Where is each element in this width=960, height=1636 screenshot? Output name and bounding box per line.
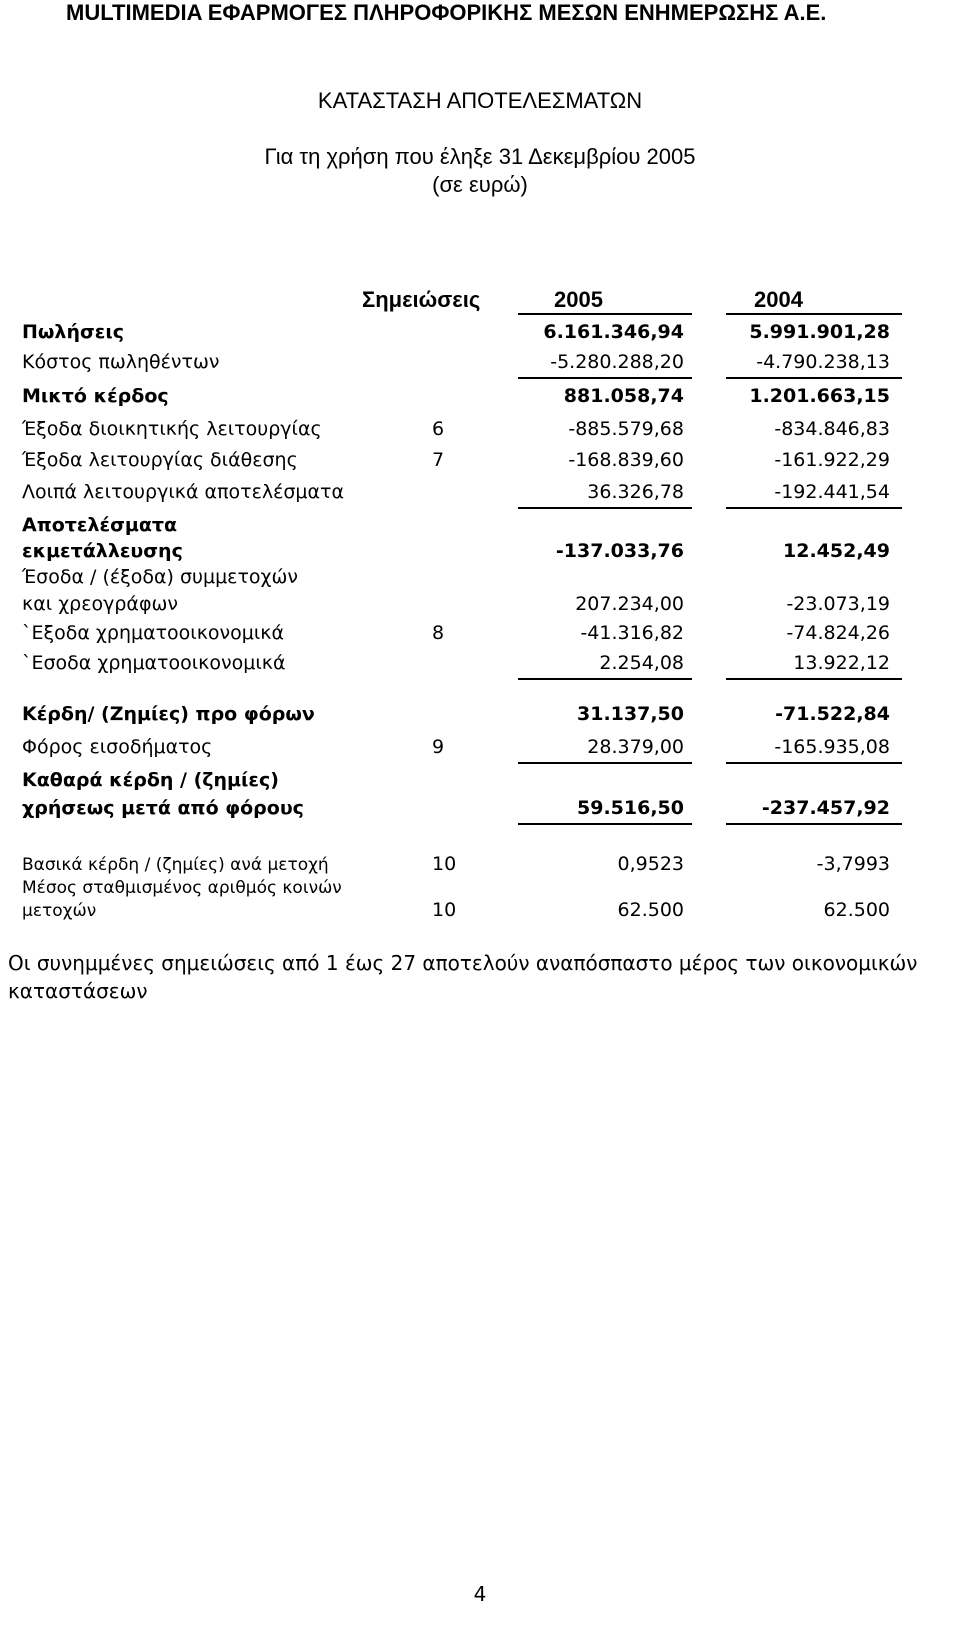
header-underline-2005: [518, 313, 692, 315]
profit-before-tax-2005: 31.137,50: [577, 703, 684, 725]
underline-cost-2004: [726, 377, 902, 379]
investment-income-2004: -23.073,19: [786, 593, 890, 615]
row-label-weighted-shares-2: μετοχών: [22, 901, 97, 921]
weighted-shares-2005: 62.500: [617, 899, 684, 921]
gross-profit-2004: 1.201.663,15: [749, 385, 890, 407]
other-operating-2004: -192.441,54: [774, 481, 890, 503]
income-tax-2005: 28.379,00: [587, 736, 684, 758]
row-label-profit-before-tax: Κέρδη/ (Ζημίες) προ φόρων: [22, 703, 315, 725]
other-operating-2005: 36.326,78: [587, 481, 684, 503]
row-label-operating-results-1: Αποτελέσματα: [22, 514, 178, 536]
operating-results-2004: 12.452,49: [783, 540, 890, 562]
row-label-cost-of-sales: Κόστος πωληθέντων: [22, 351, 220, 373]
row-label-sales: Πωλήσεις: [22, 321, 125, 343]
year-2004-column-header: 2004: [754, 287, 803, 312]
row-label-weighted-shares-1: Μέσος σταθμισμένος αριθμός κοινών: [22, 878, 342, 898]
underline-tax-2004: [726, 762, 902, 764]
profit-before-tax-2004: -71.522,84: [775, 703, 890, 725]
row-label-investment-income-2: και χρεογράφων: [22, 593, 179, 615]
underline-other-2005: [518, 507, 692, 509]
footer-note-line-1: Οι συνημμένες σημειώσεις από 1 έως 27 αποτελούν αναπόσπαστο μέρος των οικονομικών: [8, 951, 918, 975]
row-label-eps: Βασικά κέρδη / (ζημίες) ανά μετοχή: [22, 855, 329, 875]
row-label-operating-results-2: εκμετάλλευσης: [22, 540, 183, 562]
finance-costs-note: 8: [432, 622, 445, 644]
row-label-finance-costs: `Εξοδα χρηματοοικονομικά: [22, 622, 285, 644]
row-label-admin-expenses: Έξοδα διοικητικής λειτουργίας: [22, 418, 322, 440]
admin-expenses-2004: -834.846,83: [774, 418, 890, 440]
weighted-shares-note: 10: [432, 899, 457, 921]
underline-fin-income-2004: [726, 678, 902, 680]
finance-income-2004: 13.922,12: [793, 652, 890, 674]
company-name: MULTIMEDIA ΕΦΑΡΜΟΓΕΣ ΠΛΗΡΟΦΟΡΙΚΗΣ ΜΕΣΩΝ ΕΝΗΜΕΡΩΣΗΣ Α.Ε.: [66, 0, 827, 25]
finance-costs-2005: -41.316,82: [580, 622, 684, 644]
admin-expenses-note: 6: [432, 418, 445, 440]
cost-of-sales-2005: -5.280.288,20: [550, 351, 684, 373]
statement-period: Για τη χρήση που έληξε 31 Δεκεμβρίου 2005: [264, 144, 696, 169]
notes-column-header: Σημειώσεις: [362, 287, 481, 312]
gross-profit-2005: 881.058,74: [563, 385, 684, 407]
underline-tax-2005: [518, 762, 692, 764]
cost-of-sales-2004: -4.790.238,13: [756, 351, 890, 373]
income-tax-note: 9: [432, 736, 445, 758]
row-label-finance-income: `Εσοδα χρηματοοικονομικά: [22, 652, 286, 674]
footer-note-line-2: καταστάσεων: [8, 979, 148, 1003]
row-label-investment-income-1: Έσοδα / (έξοδα) συμμετοχών: [22, 566, 299, 588]
underline-net-2004: [726, 823, 902, 825]
header-underline-2004: [726, 313, 902, 315]
operating-results-2005: -137.033,76: [555, 540, 684, 562]
row-label-net-profit-2: χρήσεως μετά από φόρους: [22, 797, 304, 819]
investment-income-2005: 207.234,00: [575, 593, 684, 615]
row-label-gross-profit: Μικτό κέρδος: [22, 385, 169, 407]
eps-2005: 0,9523: [617, 853, 684, 875]
currency-note: (σε ευρώ): [432, 172, 528, 197]
underline-cost-2005: [518, 377, 692, 379]
underline-other-2004: [726, 507, 902, 509]
finance-income-2005: 2.254,08: [599, 652, 684, 674]
underline-fin-income-2005: [518, 678, 692, 680]
finance-costs-2004: -74.824,26: [786, 622, 890, 644]
sales-2005: 6.161.346,94: [543, 321, 684, 343]
eps-note: 10: [432, 853, 457, 875]
net-profit-2005: 59.516,50: [577, 797, 684, 819]
year-2005-column-header: 2005: [554, 287, 603, 312]
distribution-expenses-2004: -161.922,29: [774, 449, 890, 471]
weighted-shares-2004: 62.500: [823, 899, 890, 921]
distribution-expenses-note: 7: [432, 449, 445, 471]
underline-net-2005: [518, 823, 692, 825]
statement-title: ΚΑΤΑΣΤΑΣΗ ΑΠΟΤΕΛΕΣΜΑΤΩΝ: [317, 88, 643, 113]
distribution-expenses-2005: -168.839,60: [568, 449, 684, 471]
row-label-distribution-expenses: Έξοδα λειτουργίας διάθεσης: [22, 449, 298, 471]
income-tax-2004: -165.935,08: [774, 736, 890, 758]
admin-expenses-2005: -885.579,68: [568, 418, 684, 440]
row-label-income-tax: Φόρος εισοδήματος: [22, 736, 213, 758]
net-profit-2004: -237.457,92: [761, 797, 890, 819]
page-number: 4: [473, 1582, 487, 1606]
row-label-net-profit-1: Καθαρά κέρδη / (ζημίες): [22, 769, 279, 791]
row-label-other-operating: Λοιπά λειτουργικά αποτελέσματα: [22, 481, 344, 503]
eps-2004: -3,7993: [816, 853, 890, 875]
sales-2004: 5.991.901,28: [749, 321, 890, 343]
